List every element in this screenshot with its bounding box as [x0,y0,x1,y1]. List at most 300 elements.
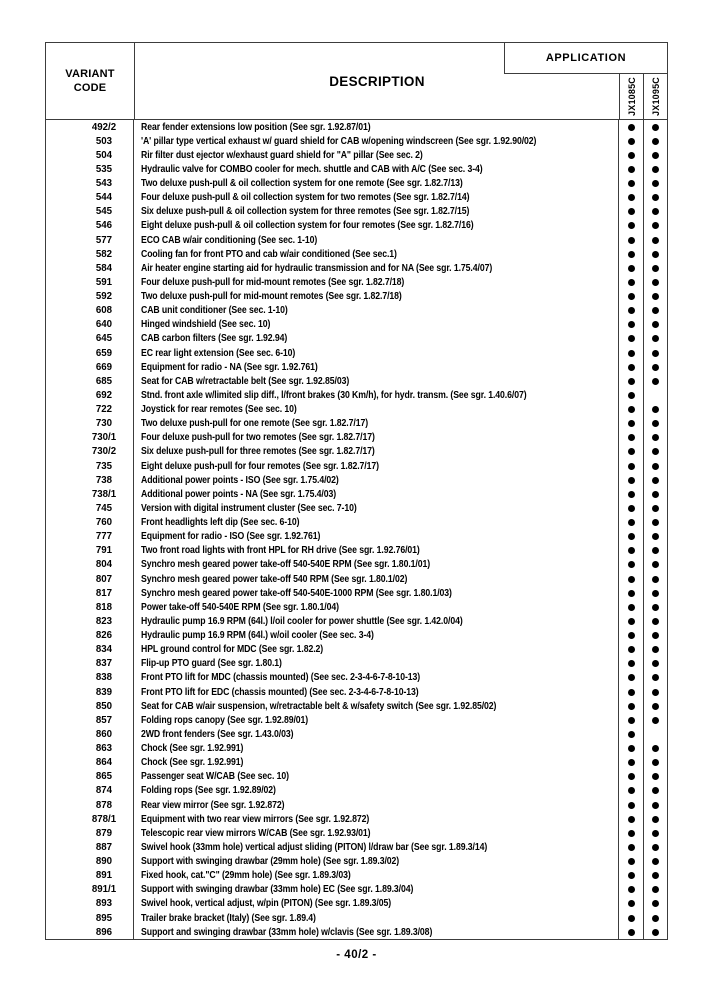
row-description-cell [134,840,619,854]
application-dot [628,844,635,851]
application-dot [628,929,635,936]
variant-code: 669 [46,360,134,374]
application-cell-jx1095c [643,487,667,501]
table-row [46,671,667,685]
table-row [46,275,667,289]
row-description: Hydraulic pump 16.9 RPM (64l.) l/oil cooler for power shuttle (See sgr. 1.42.0/04) [141,615,463,627]
application-cell-jx1085c [619,756,643,770]
application-cell-jx1085c [619,431,643,445]
application-cell-jx1095c [643,614,667,628]
application-cell-jx1095c [643,742,667,756]
row-description: Four deluxe push-pull & oil collection system for two remotes (See sgr. 1.82.7/14) [141,192,470,204]
variant-code: 791 [46,544,134,558]
application-cell-jx1085c [619,459,643,473]
application-dot [628,477,635,484]
row-description: Synchro mesh geared power take-off 540 RPM (See sgr. 1.80.1/02) [141,573,408,585]
row-description-cell [134,162,619,176]
table-row [46,459,667,473]
variant-code: 860 [46,727,134,741]
application-cell-jx1085c [619,629,643,643]
table-row [46,897,667,911]
table-row [46,558,667,572]
table-row [46,516,667,530]
application-dot [652,152,659,159]
application-cell-jx1085c [619,346,643,360]
application-cell-jx1085c [619,275,643,289]
variant-code: 865 [46,770,134,784]
variant-code: 857 [46,713,134,727]
table-row [46,530,667,544]
application-cell-jx1085c [619,148,643,162]
application-cell-jx1095c [643,629,667,643]
row-description: Hydraulic pump 16.9 RPM (64l.) w/oil cooler (See sec. 3-4) [141,630,374,642]
variant-code: 730 [46,417,134,431]
row-description-cell [134,219,619,233]
row-description: Six deluxe push-pull & oil collection system for three remotes (See sgr. 1.82.7/15) [141,206,470,218]
application-dot [652,618,659,625]
row-description-cell [134,261,619,275]
application-cell-jx1085c [619,374,643,388]
row-description: Two deluxe push-pull & oil collection system for one remote (See sgr. 1.82.7/13) [141,178,463,190]
row-description-cell [134,643,619,657]
variant-code: 864 [46,756,134,770]
row-description: CAB carbon filters (See sgr. 1.92.94) [141,333,288,345]
variant-code: 874 [46,784,134,798]
application-dot [652,124,659,131]
row-description: Equipment with two rear view mirrors (See sgr. 1.92.872) [141,813,370,825]
application-dot [652,434,659,441]
application-cell-jx1095c [643,812,667,826]
application-cell-jx1095c [643,530,667,544]
variant-code: 896 [46,925,134,939]
application-dot [628,646,635,653]
application-dot [652,237,659,244]
variant-code: 722 [46,403,134,417]
variant-code: 817 [46,586,134,600]
application-dot [628,194,635,201]
application-cell-jx1095c [643,770,667,784]
row-description: Eight deluxe push-pull for four remotes (See sgr. 1.82.7/17) [141,460,379,472]
application-cell-jx1095c [643,756,667,770]
table-row [46,614,667,628]
application-dot [652,858,659,865]
row-description: HPL ground control for MDC (See sgr. 1.82.2) [141,644,324,656]
application-cell-jx1085c [619,530,643,544]
table-row [46,501,667,515]
row-description-cell [134,459,619,473]
application-dot [652,463,659,470]
row-description-cell [134,304,619,318]
application-cell-jx1095c [643,558,667,572]
table-row [46,134,667,148]
variant-code: 826 [46,629,134,643]
application-dot [628,222,635,229]
row-description-cell [134,657,619,671]
application-cell-jx1095c [643,162,667,176]
application-cell-jx1085c [619,586,643,600]
row-description: Support with swinging drawbar (29mm hole) (See sgr. 1.89.3/02) [141,856,400,868]
application-cell-jx1095c [643,275,667,289]
page-number: - 40/2 - [336,949,377,961]
row-description-cell [134,798,619,812]
row-description: Telescopic rear view mirrors W/CAB (See sgr. 1.92.93/01) [141,827,371,839]
row-description: Synchro mesh geared power take-off 540-540E RPM (See sgr. 1.80.1/01) [141,559,431,571]
application-cell-jx1085c [619,134,643,148]
row-description: Swivel hook (33mm hole) vertical adjust sliding (PITON) l/draw bar (See sgr. 1.89.3/14) [141,841,488,853]
row-description-cell [134,191,619,205]
application-dot [652,364,659,371]
row-description-cell [134,403,619,417]
row-description: Air heater engine starting aid for hydraulic transmission and for NA (See sgr. 1.75.4/07) [141,262,493,274]
application-dot [628,745,635,752]
table-row [46,191,667,205]
row-description: Six deluxe push-pull for three remotes (See sgr. 1.82.7/17) [141,446,375,458]
table-row [46,572,667,586]
application-dot [628,251,635,258]
table-row [46,699,667,713]
row-description: Swivel hook, vertical adjust, w/pin (PITON) (See sgr. 1.89.3/05) [141,898,392,910]
variant-code: 878 [46,798,134,812]
application-dot [652,689,659,696]
row-description-cell [134,120,619,134]
application-cell-jx1085c [619,798,643,812]
application-cell-jx1095c [643,120,667,134]
application-cell-jx1085c [619,177,643,191]
application-dot [652,406,659,413]
application-dot [652,194,659,201]
application-dot [652,590,659,597]
application-cell-jx1085c [619,643,643,657]
variant-code: 503 [46,134,134,148]
application-dot [628,674,635,681]
row-description-cell [134,855,619,869]
row-description-cell [134,516,619,530]
row-description: Seat for CAB w/retractable belt (See sgr. 1.92.85/03) [141,375,350,387]
application-dot [628,900,635,907]
row-description-cell [134,897,619,911]
table-row [46,770,667,784]
application-cell-jx1085c [619,261,643,275]
row-description: Rear view mirror (See sgr. 1.92.872) [141,799,285,811]
application-dot [652,279,659,286]
row-description: Joystick for rear remotes (See sec. 10) [141,404,297,416]
application-dot [652,378,659,385]
application-dot [628,378,635,385]
table-row [46,219,667,233]
application-cell-jx1095c [643,205,667,219]
application-dot [628,237,635,244]
application-dot [628,632,635,639]
application-cell-jx1085c [619,332,643,346]
application-cell-jx1085c [619,897,643,911]
variant-code: 685 [46,374,134,388]
application-dot [652,505,659,512]
application-cell-jx1085c [619,247,643,261]
row-description-cell [134,473,619,487]
application-cell-jx1095c [643,134,667,148]
table-row [46,162,667,176]
application-cell-jx1085c [619,473,643,487]
application-cell-jx1085c [619,614,643,628]
table-row [46,374,667,388]
row-description: Eight deluxe push-pull & oil collection system for four remotes (See sgr. 1.82.7/16) [141,220,474,232]
row-description-cell [134,826,619,840]
application-dot [628,886,635,893]
application-cell-jx1085c [619,925,643,939]
row-description: Two deluxe push-pull for mid-mount remotes (See sgr. 1.82.7/18) [141,291,402,303]
application-dot [652,759,659,766]
variant-code: 645 [46,332,134,346]
table-row [46,869,667,883]
application-dot [628,420,635,427]
application-cell-jx1085c [619,657,643,671]
application-dot [652,166,659,173]
application-cell-jx1095c [643,219,667,233]
application-dot [628,703,635,710]
application-dot [628,872,635,879]
application-dot [652,251,659,258]
application-dot [628,124,635,131]
table-row [46,826,667,840]
variant-code: 838 [46,671,134,685]
variant-code: 823 [46,614,134,628]
application-cell-jx1095c [643,501,667,515]
variant-code: 878/1 [46,812,134,826]
application-dot [652,519,659,526]
table-row [46,713,667,727]
row-description-cell [134,346,619,360]
application-cell-jx1095c [643,657,667,671]
application-dot [652,787,659,794]
row-description: Two deluxe push-pull for one remote (See sgr. 1.82.7/17) [141,418,369,430]
application-cell-jx1095c [643,247,667,261]
application-cell-jx1085c [619,516,643,530]
row-description-cell [134,586,619,600]
application-cell-jx1085c [619,911,643,925]
application-cell-jx1085c [619,388,643,402]
application-cell-jx1095c [643,855,667,869]
application-cell-jx1085c [619,544,643,558]
row-description-cell [134,431,619,445]
application-dot [652,717,659,724]
application-cell-jx1095c [643,685,667,699]
table-row [46,233,667,247]
application-cell-jx1095c [643,784,667,798]
application-cell-jx1085c [619,417,643,431]
application-dot [628,576,635,583]
table-row [46,417,667,431]
table-row [46,403,667,417]
table-row [46,840,667,854]
row-description: Fixed hook, cat."C" (29mm hole) (See sgr. 1.89.3/03) [141,870,351,882]
application-dot [628,321,635,328]
variant-code: 591 [46,275,134,289]
variant-code: 544 [46,191,134,205]
application-cell-jx1085c [619,445,643,459]
application-dot [628,307,635,314]
application-dot [652,222,659,229]
application-dot [628,731,635,738]
row-description-cell [134,925,619,939]
application-cell-jx1085c [619,840,643,854]
application-header-label: APPLICATION [545,52,627,64]
application-cell-jx1095c [643,572,667,586]
application-dot [628,787,635,794]
application-cell-jx1085c [619,501,643,515]
table-row [46,855,667,869]
variant-code: 887 [46,840,134,854]
application-dot [628,208,635,215]
table-row [46,629,667,643]
application-cell-jx1095c [643,445,667,459]
table-row [46,247,667,261]
row-description: Folding rops canopy (See sgr. 1.92.89/01) [141,714,309,726]
row-description-cell [134,770,619,784]
application-cell-jx1095c [643,191,667,205]
variant-code: 738 [46,473,134,487]
variant-code: 504 [46,148,134,162]
table-row [46,742,667,756]
application-dot [628,364,635,371]
application-cell-jx1095c [643,431,667,445]
application-dot [652,703,659,710]
application-cell-jx1095c [643,586,667,600]
row-description-cell [134,290,619,304]
application-dot [628,689,635,696]
row-description-cell [134,148,619,162]
application-dot [652,830,659,837]
application-cell-jx1095c [643,713,667,727]
table-row [46,304,667,318]
application-cell-jx1095c [643,883,667,897]
table-row [46,487,667,501]
variant-table [45,42,668,940]
row-description-cell [134,487,619,501]
row-description: Version with digital instrument cluster (See sec. 7-10) [141,502,357,514]
row-description-cell [134,614,619,628]
application-cell-jx1085c [619,600,643,614]
application-cell-jx1085c [619,742,643,756]
description-header-label: DESCRIPTION [329,73,425,89]
application-dot [628,152,635,159]
variant-code: 546 [46,219,134,233]
row-description-cell [134,727,619,741]
variant-code: 760 [46,516,134,530]
row-description-cell [134,374,619,388]
application-dot [652,886,659,893]
row-description: Front PTO lift for EDC (chassis mounted) (See sec. 2-3-4-6-7-8-10-13) [141,686,419,698]
application-dot [652,321,659,328]
row-description: Seat for CAB w/air suspension, w/retractable belt & w/safety switch (See sgr. 1.92.85/02) [141,700,497,712]
variant-code: 891/1 [46,883,134,897]
variant-code: 492/2 [46,120,134,134]
row-description-cell [134,445,619,459]
application-dot [628,180,635,187]
model-label-jx1085c: JX1085C [626,76,637,116]
application-dot [628,293,635,300]
variant-code: 582 [46,247,134,261]
application-dot [652,674,659,681]
application-dot [628,717,635,724]
table-row [46,643,667,657]
row-description-cell [134,784,619,798]
application-dot [628,590,635,597]
row-description: ECO CAB w/air conditioning (See sec. 1-10) [141,234,318,246]
application-dot [628,519,635,526]
application-dot [628,660,635,667]
variant-code-header-line2: CODE [73,82,107,94]
table-row [46,431,667,445]
application-cell-jx1095c [643,388,667,402]
row-description-cell [134,177,619,191]
row-description: Rir filter dust ejector w/exhaust guard shield for "A" pillar (See sec. 2) [141,149,423,161]
application-cell-jx1095c [643,727,667,741]
application-cell-jx1095c [643,318,667,332]
row-description: Equipment for radio - NA (See sgr. 1.92.761) [141,361,318,373]
application-cell-jx1095c [643,304,667,318]
application-dot [652,533,659,540]
application-cell-jx1085c [619,713,643,727]
row-description-cell [134,742,619,756]
row-description-cell [134,247,619,261]
row-description-cell [134,417,619,431]
row-description-cell [134,600,619,614]
table-row [46,148,667,162]
application-dot [652,816,659,823]
application-dot [652,307,659,314]
application-cell-jx1095c [643,600,667,614]
variant-code: 890 [46,855,134,869]
application-cell-jx1095c [643,699,667,713]
row-description: Hinged windshield (See sec. 10) [141,319,271,331]
application-dot [652,392,659,399]
application-cell-jx1095c [643,332,667,346]
application-dot [628,335,635,342]
application-cell-jx1095c [643,516,667,530]
table-row [46,388,667,402]
table-row [46,290,667,304]
row-description: Two front road lights with front HPL for RH drive (See sgr. 1.92.76/01) [141,545,420,557]
application-dot [628,533,635,540]
variant-code: 577 [46,233,134,247]
table-row [46,544,667,558]
table-row [46,177,667,191]
table-row [46,586,667,600]
table-row [46,784,667,798]
variant-code-header-line1: VARIANT [65,67,115,80]
table-row [46,685,667,699]
application-dot [652,265,659,272]
application-cell-jx1095c [643,346,667,360]
application-cell-jx1085c [619,162,643,176]
row-description: CAB unit conditioner (See sec. 1-10) [141,305,288,317]
row-description: Additional power points - ISO (See sgr. 1.75.4/02) [141,474,339,486]
variant-code: 891 [46,869,134,883]
row-description-cell [134,233,619,247]
row-description: Flip-up PTO guard (See sgr. 1.80.1) [141,658,282,670]
variant-code: 640 [46,318,134,332]
application-dot [652,138,659,145]
table-row [46,600,667,614]
variant-code: 608 [46,304,134,318]
variant-code: 837 [46,657,134,671]
application-dot [628,463,635,470]
table-row [46,332,667,346]
application-cell-jx1095c [643,798,667,812]
application-cell-jx1085c [619,883,643,897]
application-dot [628,265,635,272]
row-description-cell [134,629,619,643]
